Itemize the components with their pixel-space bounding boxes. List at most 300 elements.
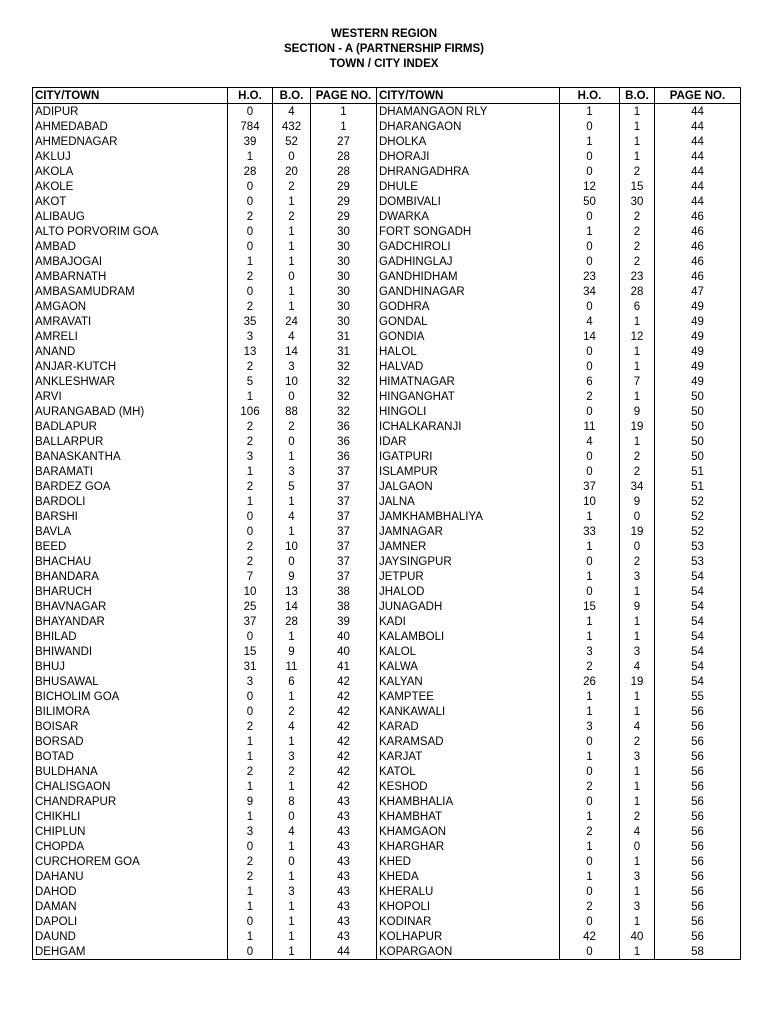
cell-city-right: JAYSINGPUR: [377, 554, 560, 569]
cell-bo-right: 1: [620, 629, 655, 644]
cell-ho-right: 1: [560, 569, 620, 584]
cell-page-right: 56: [655, 749, 741, 764]
cell-page-left: 30: [311, 254, 377, 269]
cell-page-left: 31: [311, 329, 377, 344]
table-row: [33, 914, 741, 929]
cell-ho-right: 1: [560, 224, 620, 239]
cell-city-left: BULDHANA: [33, 764, 228, 779]
cell-page-left: 37: [311, 479, 377, 494]
column-header-ho-left: H.O.: [228, 88, 273, 104]
cell-city-left: BHANDARA: [33, 569, 228, 584]
cell-page-right: 56: [655, 719, 741, 734]
cell-page-left: 43: [311, 869, 377, 884]
cell-ho-right: 0: [560, 164, 620, 179]
cell-page-left: 43: [311, 809, 377, 824]
cell-ho-right: 0: [560, 794, 620, 809]
cell-bo-right: 4: [620, 659, 655, 674]
cell-page-left: 42: [311, 749, 377, 764]
cell-ho-right: 1: [560, 869, 620, 884]
table-row: [33, 374, 741, 389]
table-row: [33, 749, 741, 764]
cell-page-right: 46: [655, 254, 741, 269]
cell-page-left: 38: [311, 584, 377, 599]
cell-page-left: 29: [311, 179, 377, 194]
cell-ho-left: 0: [228, 104, 273, 120]
cell-page-left: 42: [311, 734, 377, 749]
cell-page-left: 37: [311, 569, 377, 584]
cell-bo-right: 3: [620, 644, 655, 659]
cell-bo-right: 0: [620, 839, 655, 854]
cell-page-left: 42: [311, 719, 377, 734]
cell-ho-right: 10: [560, 494, 620, 509]
cell-ho-left: 1: [228, 149, 273, 164]
cell-page-left: 43: [311, 929, 377, 944]
cell-bo-left: 432: [273, 119, 311, 134]
cell-ho-left: 3: [228, 824, 273, 839]
cell-city-right: DOMBIVALI: [377, 194, 560, 209]
cell-bo-right: 30: [620, 194, 655, 209]
cell-city-right: HINGOLI: [377, 404, 560, 419]
cell-city-right: JAMNAGAR: [377, 524, 560, 539]
cell-bo-right: 9: [620, 494, 655, 509]
cell-city-left: AMBAD: [33, 239, 228, 254]
cell-ho-left: 2: [228, 869, 273, 884]
cell-bo-right: 15: [620, 179, 655, 194]
cell-page-right: 56: [655, 809, 741, 824]
cell-page-left: 28: [311, 149, 377, 164]
cell-city-right: HALOL: [377, 344, 560, 359]
cell-bo-left: 24: [273, 314, 311, 329]
table-row: [33, 644, 741, 659]
table-row: [33, 464, 741, 479]
cell-city-left: DEHGAM: [33, 944, 228, 960]
cell-page-left: 40: [311, 644, 377, 659]
cell-page-left: 30: [311, 284, 377, 299]
cell-page-right: 52: [655, 524, 741, 539]
cell-page-left: 36: [311, 419, 377, 434]
cell-page-left: 39: [311, 614, 377, 629]
table-row: [33, 359, 741, 374]
cell-city-left: BALLARPUR: [33, 434, 228, 449]
cell-bo-right: 2: [620, 734, 655, 749]
cell-page-right: 54: [655, 584, 741, 599]
cell-ho-right: 0: [560, 449, 620, 464]
cell-bo-right: 1: [620, 359, 655, 374]
cell-city-left: AMRAVATI: [33, 314, 228, 329]
cell-bo-left: 1: [273, 494, 311, 509]
cell-ho-left: 1: [228, 884, 273, 899]
cell-page-left: 30: [311, 314, 377, 329]
cell-page-left: 37: [311, 539, 377, 554]
cell-ho-right: 1: [560, 704, 620, 719]
cell-ho-right: 42: [560, 929, 620, 944]
cell-bo-left: 1: [273, 224, 311, 239]
cell-ho-left: 37: [228, 614, 273, 629]
section-heading: SECTION - A (PARTNERSHIP FIRMS): [284, 43, 484, 55]
cell-ho-left: 2: [228, 554, 273, 569]
cell-page-left: 37: [311, 494, 377, 509]
cell-city-left: CHALISGAON: [33, 779, 228, 794]
cell-bo-left: 1: [273, 299, 311, 314]
cell-ho-left: 28: [228, 164, 273, 179]
cell-city-left: BORSAD: [33, 734, 228, 749]
cell-bo-left: 3: [273, 749, 311, 764]
cell-ho-right: 0: [560, 584, 620, 599]
cell-city-left: AMBASAMUDRAM: [33, 284, 228, 299]
cell-city-right: KANKAWALI: [377, 704, 560, 719]
cell-bo-left: 1: [273, 689, 311, 704]
cell-ho-left: 5: [228, 374, 273, 389]
cell-ho-left: 9: [228, 794, 273, 809]
cell-city-left: BEED: [33, 539, 228, 554]
cell-bo-left: 4: [273, 824, 311, 839]
cell-city-left: ANKLESHWAR: [33, 374, 228, 389]
cell-city-right: KAMPTEE: [377, 689, 560, 704]
cell-bo-right: 4: [620, 719, 655, 734]
table-row: [33, 119, 741, 134]
cell-page-right: 58: [655, 944, 741, 960]
cell-ho-right: 1: [560, 134, 620, 149]
cell-ho-right: 1: [560, 809, 620, 824]
cell-bo-right: 1: [620, 854, 655, 869]
cell-bo-left: 0: [273, 554, 311, 569]
column-header-ho-right: H.O.: [560, 88, 620, 104]
cell-page-right: 51: [655, 464, 741, 479]
cell-city-right: DHAMANGAON RLY: [377, 104, 560, 120]
cell-ho-left: 1: [228, 899, 273, 914]
cell-city-left: ALIBAUG: [33, 209, 228, 224]
cell-ho-right: 3: [560, 644, 620, 659]
cell-page-left: 31: [311, 344, 377, 359]
cell-bo-right: 1: [620, 434, 655, 449]
cell-ho-right: 0: [560, 209, 620, 224]
cell-ho-left: 1: [228, 254, 273, 269]
cell-city-left: BICHOLIM GOA: [33, 689, 228, 704]
cell-page-left: 32: [311, 404, 377, 419]
cell-city-left: DAHANU: [33, 869, 228, 884]
cell-page-right: 44: [655, 134, 741, 149]
cell-bo-left: 1: [273, 869, 311, 884]
cell-bo-right: 9: [620, 404, 655, 419]
cell-city-left: BHACHAU: [33, 554, 228, 569]
cell-page-right: 56: [655, 854, 741, 869]
cell-bo-right: 0: [620, 539, 655, 554]
cell-ho-right: 1: [560, 749, 620, 764]
cell-ho-left: 2: [228, 479, 273, 494]
cell-bo-right: 1: [620, 584, 655, 599]
cell-bo-left: 9: [273, 569, 311, 584]
cell-bo-left: 0: [273, 854, 311, 869]
cell-city-left: AMBAJOGAI: [33, 254, 228, 269]
table-row: [33, 854, 741, 869]
cell-bo-right: 1: [620, 944, 655, 960]
cell-city-right: IDAR: [377, 434, 560, 449]
cell-bo-right: 1: [620, 149, 655, 164]
table-row: [33, 329, 741, 344]
cell-bo-right: 1: [620, 134, 655, 149]
cell-city-right: HALVAD: [377, 359, 560, 374]
cell-ho-left: 2: [228, 719, 273, 734]
cell-city-left: ALTO PORVORIM GOA: [33, 224, 228, 239]
cell-bo-left: 3: [273, 464, 311, 479]
cell-city-right: GANDHIDHAM: [377, 269, 560, 284]
cell-city-right: IGATPURI: [377, 449, 560, 464]
cell-page-left: 42: [311, 704, 377, 719]
cell-ho-right: 12: [560, 179, 620, 194]
cell-bo-left: 2: [273, 179, 311, 194]
table-row: [33, 839, 741, 854]
cell-page-right: 56: [655, 734, 741, 749]
cell-city-right: GODHRA: [377, 299, 560, 314]
cell-bo-right: 19: [620, 524, 655, 539]
cell-bo-right: 1: [620, 704, 655, 719]
cell-page-left: 42: [311, 674, 377, 689]
cell-ho-right: 26: [560, 674, 620, 689]
cell-bo-left: 4: [273, 719, 311, 734]
cell-page-right: 52: [655, 509, 741, 524]
cell-bo-right: 1: [620, 344, 655, 359]
cell-city-right: KHERALU: [377, 884, 560, 899]
cell-bo-left: 6: [273, 674, 311, 689]
cell-bo-left: 14: [273, 344, 311, 359]
cell-page-left: 1: [311, 119, 377, 134]
cell-page-right: 54: [655, 629, 741, 644]
cell-bo-right: 1: [620, 389, 655, 404]
cell-page-right: 54: [655, 599, 741, 614]
cell-page-left: 36: [311, 449, 377, 464]
cell-page-left: 29: [311, 194, 377, 209]
cell-page-right: 44: [655, 119, 741, 134]
cell-city-left: ADIPUR: [33, 104, 228, 120]
cell-city-left: DAHOD: [33, 884, 228, 899]
table-row: [33, 629, 741, 644]
table-row: [33, 194, 741, 209]
cell-city-left: BOISAR: [33, 719, 228, 734]
table-row: [33, 284, 741, 299]
cell-bo-right: 4: [620, 824, 655, 839]
cell-ho-left: 1: [228, 809, 273, 824]
cell-bo-left: 1: [273, 194, 311, 209]
cell-bo-right: 19: [620, 674, 655, 689]
cell-ho-left: 10: [228, 584, 273, 599]
cell-city-left: BOTAD: [33, 749, 228, 764]
cell-bo-right: 40: [620, 929, 655, 944]
table-row: [33, 389, 741, 404]
cell-bo-left: 1: [273, 284, 311, 299]
table-row: [33, 554, 741, 569]
cell-ho-left: 3: [228, 674, 273, 689]
table-row: [33, 149, 741, 164]
cell-city-left: AURANGABAD (MH): [33, 404, 228, 419]
cell-ho-left: 0: [228, 629, 273, 644]
cell-bo-right: 23: [620, 269, 655, 284]
cell-page-left: 29: [311, 209, 377, 224]
table-body: [33, 104, 741, 960]
table-row: [33, 584, 741, 599]
cell-ho-right: 11: [560, 419, 620, 434]
cell-bo-left: 1: [273, 839, 311, 854]
table-row: [33, 689, 741, 704]
cell-page-right: 56: [655, 839, 741, 854]
cell-bo-left: 9: [273, 644, 311, 659]
cell-city-right: JUNAGADH: [377, 599, 560, 614]
cell-page-right: 54: [655, 644, 741, 659]
cell-page-right: 49: [655, 344, 741, 359]
cell-ho-right: 2: [560, 824, 620, 839]
cell-page-right: 44: [655, 179, 741, 194]
cell-ho-right: 0: [560, 944, 620, 960]
cell-ho-left: 1: [228, 389, 273, 404]
cell-ho-left: 1: [228, 749, 273, 764]
cell-bo-right: 1: [620, 614, 655, 629]
cell-bo-left: 14: [273, 599, 311, 614]
cell-city-right: FORT SONGADH: [377, 224, 560, 239]
cell-page-right: 50: [655, 434, 741, 449]
column-header-page-right: PAGE NO.: [655, 88, 741, 104]
cell-city-left: CHIKHLI: [33, 809, 228, 824]
cell-city-left: BAVLA: [33, 524, 228, 539]
cell-ho-right: 6: [560, 374, 620, 389]
cell-page-right: 50: [655, 389, 741, 404]
cell-city-right: KHARGHAR: [377, 839, 560, 854]
cell-city-left: CURCHOREM GOA: [33, 854, 228, 869]
cell-page-right: 47: [655, 284, 741, 299]
cell-bo-left: 1: [273, 899, 311, 914]
cell-city-right: KARJAT: [377, 749, 560, 764]
cell-bo-left: 4: [273, 509, 311, 524]
cell-bo-left: 1: [273, 449, 311, 464]
cell-ho-left: 2: [228, 539, 273, 554]
column-header-page-left: PAGE NO.: [311, 88, 377, 104]
cell-ho-right: 15: [560, 599, 620, 614]
cell-ho-left: 1: [228, 494, 273, 509]
cell-bo-left: 11: [273, 659, 311, 674]
cell-page-right: 50: [655, 449, 741, 464]
cell-ho-right: 0: [560, 914, 620, 929]
cell-page-right: 44: [655, 104, 741, 120]
cell-ho-right: 1: [560, 629, 620, 644]
cell-bo-right: 1: [620, 764, 655, 779]
cell-ho-right: 0: [560, 764, 620, 779]
table-row: [33, 164, 741, 179]
cell-bo-left: 10: [273, 374, 311, 389]
cell-city-right: KALOL: [377, 644, 560, 659]
cell-ho-right: 33: [560, 524, 620, 539]
cell-page-right: 44: [655, 194, 741, 209]
cell-bo-right: 2: [620, 809, 655, 824]
cell-page-right: 53: [655, 554, 741, 569]
cell-bo-right: 2: [620, 224, 655, 239]
table-header-row: [33, 88, 741, 104]
table-row: [33, 179, 741, 194]
cell-page-left: 30: [311, 224, 377, 239]
cell-city-left: DAPOLI: [33, 914, 228, 929]
cell-city-right: GANDHINAGAR: [377, 284, 560, 299]
cell-bo-right: 0: [620, 509, 655, 524]
cell-page-right: 56: [655, 929, 741, 944]
cell-city-left: BANASKANTHA: [33, 449, 228, 464]
cell-ho-left: 106: [228, 404, 273, 419]
table-row: [33, 719, 741, 734]
cell-ho-right: 1: [560, 614, 620, 629]
cell-ho-left: 2: [228, 419, 273, 434]
cell-city-right: KHEDA: [377, 869, 560, 884]
cell-ho-left: 0: [228, 524, 273, 539]
cell-city-left: AKOT: [33, 194, 228, 209]
cell-city-right: KARAMSAD: [377, 734, 560, 749]
cell-page-left: 30: [311, 239, 377, 254]
cell-bo-right: 2: [620, 254, 655, 269]
cell-page-right: 46: [655, 209, 741, 224]
cell-bo-left: 88: [273, 404, 311, 419]
cell-bo-left: 20: [273, 164, 311, 179]
cell-city-right: JAMKHAMBHALIYA: [377, 509, 560, 524]
cell-page-right: 49: [655, 374, 741, 389]
cell-ho-right: 0: [560, 344, 620, 359]
cell-ho-left: 15: [228, 644, 273, 659]
cell-bo-right: 34: [620, 479, 655, 494]
cell-bo-right: 7: [620, 374, 655, 389]
cell-page-left: 37: [311, 554, 377, 569]
cell-ho-right: 2: [560, 779, 620, 794]
cell-bo-left: 1: [273, 944, 311, 960]
cell-bo-left: 3: [273, 359, 311, 374]
cell-city-right: KHED: [377, 854, 560, 869]
cell-city-left: AHMEDABAD: [33, 119, 228, 134]
cell-ho-right: 0: [560, 149, 620, 164]
cell-bo-left: 1: [273, 734, 311, 749]
cell-ho-right: 0: [560, 884, 620, 899]
cell-page-left: 38: [311, 599, 377, 614]
cell-bo-right: 1: [620, 104, 655, 120]
cell-bo-left: 2: [273, 209, 311, 224]
cell-page-left: 37: [311, 464, 377, 479]
cell-ho-right: 50: [560, 194, 620, 209]
cell-bo-left: 2: [273, 419, 311, 434]
cell-city-left: AKOLA: [33, 164, 228, 179]
table-row: [33, 824, 741, 839]
table-row: [33, 479, 741, 494]
cell-city-left: AMRELI: [33, 329, 228, 344]
cell-city-left: DAUND: [33, 929, 228, 944]
cell-city-right: GONDAL: [377, 314, 560, 329]
cell-ho-left: 2: [228, 434, 273, 449]
cell-page-right: 53: [655, 539, 741, 554]
table-row: [33, 884, 741, 899]
table-row: [33, 404, 741, 419]
cell-page-right: 55: [655, 689, 741, 704]
cell-bo-left: 13: [273, 584, 311, 599]
table-row: [33, 674, 741, 689]
cell-bo-right: 1: [620, 314, 655, 329]
cell-ho-left: 39: [228, 134, 273, 149]
cell-city-left: CHIPLUN: [33, 824, 228, 839]
cell-bo-right: 28: [620, 284, 655, 299]
cell-bo-left: 5: [273, 479, 311, 494]
cell-ho-right: 0: [560, 299, 620, 314]
cell-bo-left: 1: [273, 779, 311, 794]
cell-ho-right: 0: [560, 464, 620, 479]
cell-page-right: 54: [655, 659, 741, 674]
cell-bo-left: 28: [273, 614, 311, 629]
cell-page-right: 44: [655, 149, 741, 164]
cell-page-left: 37: [311, 524, 377, 539]
table-row: [33, 734, 741, 749]
cell-ho-left: 0: [228, 179, 273, 194]
cell-city-left: BARSHI: [33, 509, 228, 524]
cell-ho-right: 0: [560, 254, 620, 269]
cell-page-left: 42: [311, 764, 377, 779]
